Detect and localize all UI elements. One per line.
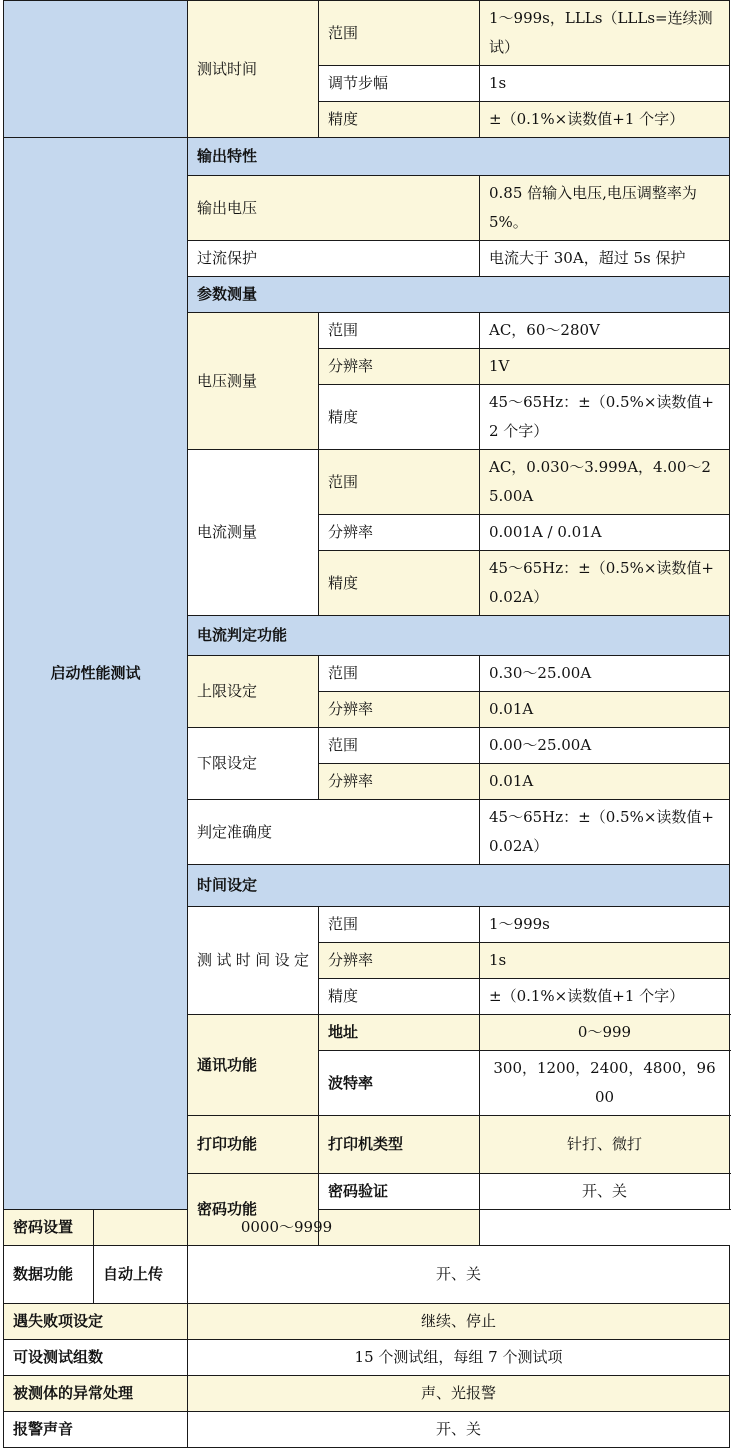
test-time-step-label: 调节步幅 [319, 66, 480, 102]
auto-upload-value: 开、关 [188, 1246, 730, 1304]
lower-resolution-label: 分辨率 [319, 764, 480, 800]
startup-test-label: 启动性能测试 [4, 138, 188, 1210]
auto-upload-label: 自动上传 [94, 1246, 188, 1304]
alarm-sound-label: 报警声音 [4, 1412, 188, 1448]
overcurrent-label: 过流保护 [188, 241, 480, 277]
test-groups-label: 可设测试组数 [4, 1340, 188, 1376]
time-range-value: 1～999s [480, 907, 730, 943]
password-verify-value: 开、关 [480, 1174, 730, 1210]
overcurrent-value: 电流大于 30A，超过 5s 保护 [480, 241, 730, 277]
baud-rate-label: 波特率 [319, 1051, 480, 1116]
upper-resolution-value: 0.01A [480, 692, 730, 728]
voltage-range-value: AC，60～280V [480, 313, 730, 349]
address-value: 0～999 [480, 1015, 730, 1051]
lower-limit-label: 下限设定 [188, 728, 319, 800]
voltage-resolution-value: 1V [480, 349, 730, 385]
test-groups-value: 15 个测试组，每组 7 个测试项 [188, 1340, 730, 1376]
current-resolution-value: 0.001A / 0.01A [480, 515, 730, 551]
output-characteristics-header: 输出特性 [188, 138, 730, 176]
printer-type-label: 打印机类型 [319, 1116, 480, 1174]
alarm-sound-value: 开、关 [188, 1412, 730, 1448]
dut-abnormal-value: 声、光报警 [188, 1376, 730, 1412]
time-resolution-label: 分辨率 [319, 943, 480, 979]
lower-resolution-value: 0.01A [480, 764, 730, 800]
test-time-accuracy-label: 精度 [319, 102, 480, 138]
judgment-accuracy-label: 判定准确度 [188, 800, 480, 865]
lower-range-label: 范围 [319, 728, 480, 764]
password-set-value: 0000～9999 [94, 1210, 480, 1246]
current-accuracy-label: 精度 [319, 551, 480, 616]
data-function-label: 数据功能 [4, 1246, 94, 1304]
output-voltage-label: 输出电压 [188, 176, 480, 241]
time-resolution-value: 1s [480, 943, 730, 979]
voltage-measurement-label: 电压测量 [188, 313, 319, 450]
current-judgment-header: 电流判定功能 [188, 616, 730, 656]
upper-range-label: 范围 [319, 656, 480, 692]
test-time-setting-label: 测试时间设定 [188, 907, 319, 1015]
test-time-accuracy-value: ±（0.1%×读数值+1 个字） [480, 102, 730, 138]
password-label: 密码功能 [188, 1174, 319, 1246]
upper-resolution-label: 分辨率 [319, 692, 480, 728]
lower-range-value: 0.00～25.00A [480, 728, 730, 764]
voltage-resolution-label: 分辨率 [319, 349, 480, 385]
print-label: 打印功能 [188, 1116, 319, 1174]
voltage-accuracy-value: 45～65Hz：±（0.5%×读数值+2 个字） [480, 385, 730, 450]
baud-rate-value: 300，1200，2400，4800，9600 [480, 1051, 730, 1116]
upper-limit-label: 上限设定 [188, 656, 319, 728]
test-time-range-value: 1～999s，LLLs（LLLs=连续测试） [480, 1, 730, 66]
spec-table [3, 0, 730, 1448]
communication-label: 通讯功能 [188, 1015, 319, 1116]
parameter-measurement-header: 参数测量 [188, 277, 730, 313]
time-accuracy-value: ±（0.1%×读数值+1 个字） [480, 979, 730, 1015]
fail-setting-label: 遇失败项设定 [4, 1304, 188, 1340]
voltage-range-label: 范围 [319, 313, 480, 349]
voltage-accuracy-label: 精度 [319, 385, 480, 450]
time-setting-header: 时间设定 [188, 865, 730, 907]
password-verify-label: 密码验证 [319, 1174, 480, 1210]
printer-type-value: 针打、微打 [480, 1116, 730, 1174]
fail-setting-value: 继续、停止 [188, 1304, 730, 1340]
upper-range-value: 0.30～25.00A [480, 656, 730, 692]
current-resolution-label: 分辨率 [319, 515, 480, 551]
test-time-range-label: 范围 [319, 1, 480, 66]
judgment-accuracy-value: 45～65Hz：±（0.5%×读数值+0.02A） [480, 800, 730, 865]
output-voltage-value: 0.85 倍输入电压,电压调整率为 5%。 [480, 176, 730, 241]
current-accuracy-value: 45～65Hz：±（0.5%×读数值+0.02A） [480, 551, 730, 616]
time-accuracy-label: 精度 [319, 979, 480, 1015]
current-range-label: 范围 [319, 450, 480, 515]
address-label: 地址 [319, 1015, 480, 1051]
dut-abnormal-label: 被测体的异常处理 [4, 1376, 188, 1412]
test-time-step-value: 1s [480, 66, 730, 102]
password-set-label: 密码设置 [4, 1210, 94, 1246]
blank-category-cell [4, 1, 188, 138]
current-range-value: AC，0.030～3.999A，4.00～25.00A [480, 450, 730, 515]
test-time-label: 测试时间 [188, 1, 319, 138]
current-measurement-label: 电流测量 [188, 450, 319, 616]
time-range-label: 范围 [319, 907, 480, 943]
